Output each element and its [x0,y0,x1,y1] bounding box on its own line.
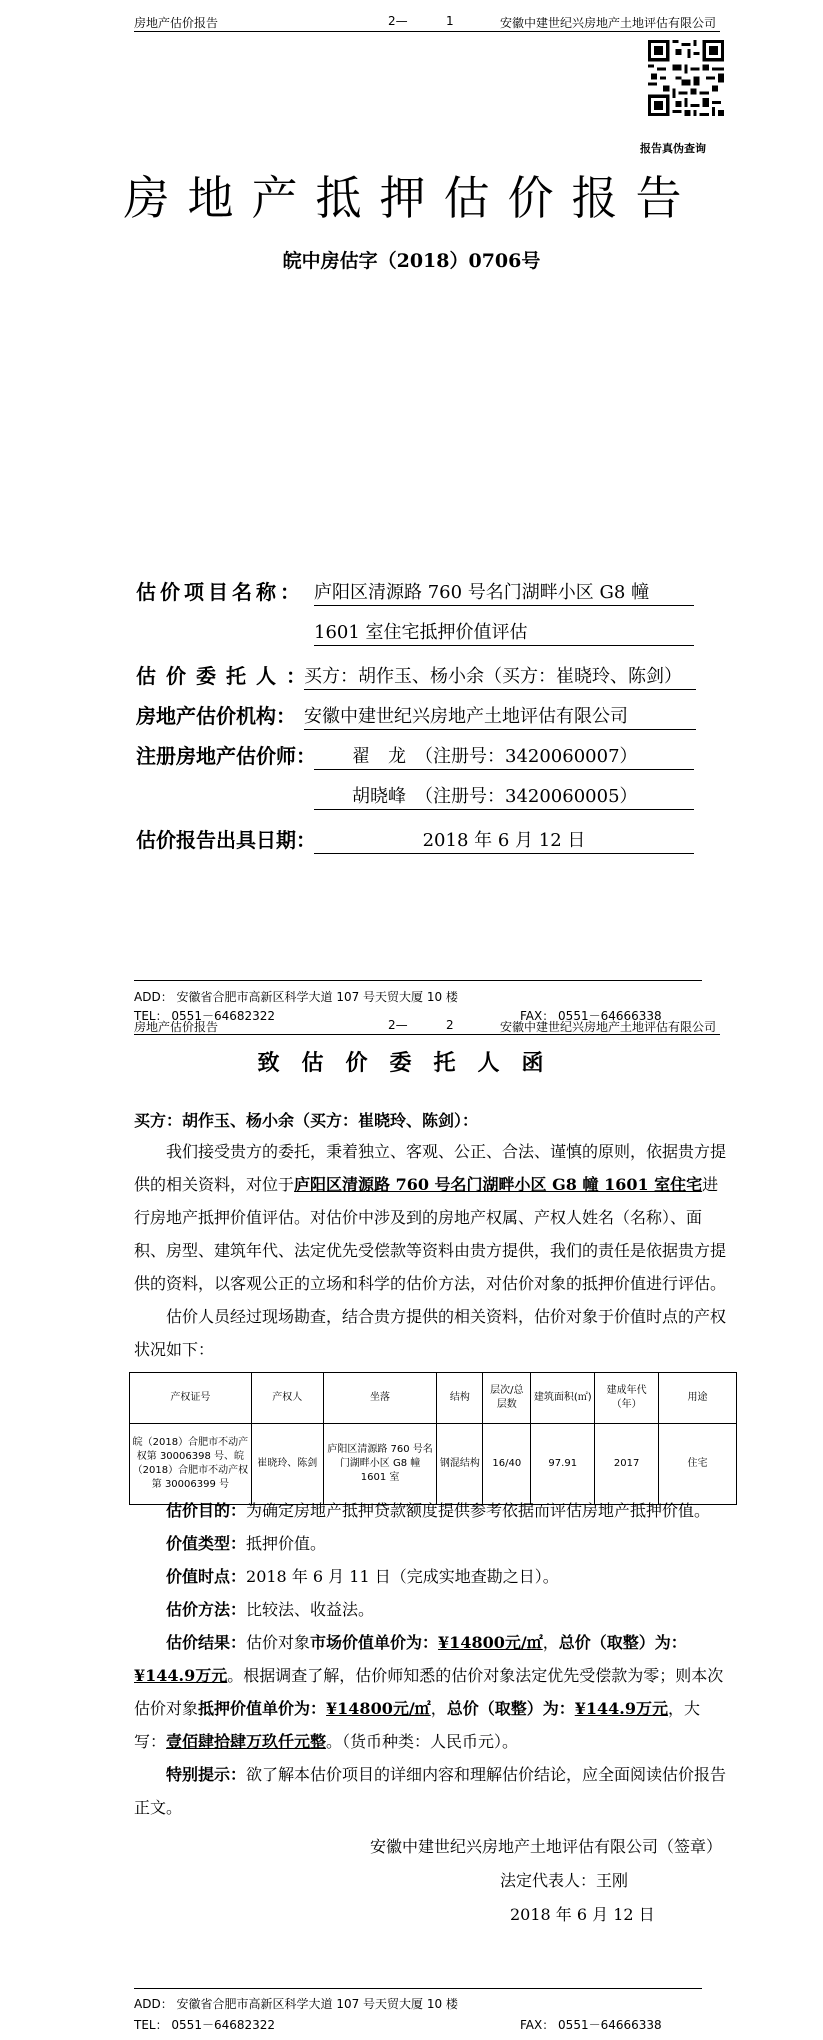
purpose-value: 为确定房地产抵押贷款额度提供参考依据而评估房地产抵押价值。 [246,1501,711,1520]
value-time-value: 2018 年 6 月 11 日（完成实地查勘之日）。 [246,1567,559,1586]
report-title: 房地产抵押估价报告 [123,171,700,225]
table-header-row [130,1373,737,1424]
result-text-5: 。根据调查了解，估价师知悉的估价对象法定优先受偿款为零；则本次估价对象 [134,1666,724,1718]
value-type-value: 抵押价值。 [246,1534,327,1553]
client-label: 估价委托人： [136,664,316,688]
table-cell-area: 97.91 [531,1424,595,1505]
mortgage-unit-label: 抵押价值单价为： [198,1699,327,1718]
page1-header-right: 安徽中建世纪兴房地产土地评估有限公司 [500,16,717,30]
purpose-paragraph [134,1494,730,1527]
page2-header-right: 安徽中建世纪兴房地产土地评估有限公司 [500,1020,717,1034]
appraiser-2: 胡晓峰 （注册号：3420060005） [314,782,694,810]
table-header-cell: 层次/总层数 [483,1373,531,1424]
mortgage-total-label: 总价（取整）为： [446,1699,575,1718]
result-text-9: ，大写： [134,1699,700,1751]
page2-header-rule [134,1034,720,1035]
qr-code-icon[interactable] [648,40,724,116]
page1-footer-tel: TEL： 0551－64682322 [134,1009,276,1023]
table-header-cell: 建成年代（年） [595,1373,659,1424]
table-row [130,1424,737,1505]
result-text-1: 估价对象 [246,1633,311,1652]
signature-company: 安徽中建世纪兴房地产土地评估有限公司（签章） [370,1837,723,1856]
table-cell-usage: 住宅 [659,1424,737,1505]
special-note-label: 特别提示： [166,1765,247,1784]
result-text-3: ， [542,1633,559,1652]
para1-part-a: 我们接受贵方的委托，秉着独立、客观、公正、合法、谨慎的原则，依据贵方提供的相关资料，对位于 [134,1142,727,1194]
value-type-label: 价值类型： [166,1534,247,1553]
signature-date: 2018 年 6 月 12 日 [510,1905,655,1924]
agency-label: 房地产估价机构： [136,704,296,728]
salutation: 买方：胡作玉、杨小余（买方：崔晓玲、陈剑）： [134,1111,479,1130]
page1-header-rule [134,31,720,32]
property-table [129,1372,737,1505]
result-text-7: ， [430,1699,447,1718]
page1-page-number: 1 [446,14,454,28]
page2-header-left: 房地产估价报告 [134,1020,219,1034]
table-cell-owner: 崔晓玲、陈剑 [251,1424,323,1505]
property-address: 庐阳区清源路 760 号名门湖畔小区 G8 幢 1601 室住宅 [294,1175,703,1194]
page1-header-left: 房地产估价报告 [134,16,219,30]
appraiser-1: 翟 龙 （注册号：3420060007） [314,742,694,770]
page2-page-prefix: 2— [388,1018,408,1032]
result-label: 估价结果： [166,1633,247,1652]
letter-title: 致估价委托人函 [257,1050,566,1076]
mortgage-total-price: ¥144.9万元 [574,1699,668,1718]
table-header-cell: 产权证号 [130,1373,252,1424]
mortgage-unit-price: ¥14800元/㎡ [326,1699,431,1718]
value-time-paragraph [134,1560,730,1593]
issue-date-value: 2018 年 6 月 12 日 [314,826,694,854]
page2-page-number: 2 [446,1018,454,1032]
table-header-cell: 用途 [659,1373,737,1424]
qr-caption: 报告真伪查询 [640,142,706,155]
project-name-line2: 1601 室住宅抵押价值评估 [314,618,694,646]
page1-footer-address: ADD： 安徽省合肥市高新区科学大道 107 号天贸大厦 10 楼 [134,990,458,1004]
table-header-cell: 结构 [437,1373,483,1424]
para2-text: 估价人员经过现场勘查，结合贵方提供的相关资料，估价对象于价值时点的产权状况如下： [134,1307,727,1359]
result-paragraph [134,1626,730,1758]
table-header-cell: 产权人 [251,1373,323,1424]
intro-paragraph [134,1135,730,1300]
method-paragraph [134,1593,730,1626]
table-cell-location: 庐阳区清源路 760 号名门湖畔小区 G8 幢 1601 室 [323,1424,437,1505]
special-note-paragraph [134,1758,730,1824]
page2-footer-fax: FAX： 0551－64666338 [520,2018,662,2032]
issue-date-label: 估价报告出具日期： [136,828,316,852]
page2-footer-rule [134,1988,702,1989]
status-paragraph [134,1300,730,1366]
table-header-cell: 建筑面积(㎡) [531,1373,595,1424]
appraiser-label: 注册房地产估价师： [136,744,316,768]
table-cell-floor: 16/40 [483,1424,531,1505]
client-value: 买方：胡作玉、杨小余（买方：崔晓玲、陈剑） [304,662,696,690]
report-number: 皖中房估字（2018）0706号 [282,250,541,272]
table-cell-certificate: 皖（2018）合肥市不动产权第 30006398 号、皖（2018）合肥市不动产权第 30006399 号 [130,1424,252,1505]
purpose-label: 估价目的： [166,1501,247,1520]
value-type-paragraph [134,1527,730,1560]
market-unit-label: 市场价值单价为： [310,1633,439,1652]
table-header-cell: 坐落 [323,1373,437,1424]
para1-part-c: 进行房地产抵押价值评估。对估价中涉及到的房地产权属、产权人姓名（名称）、面积、房型、建筑年代、法定优先受偿款等资料由贵方提供，我们的责任是依据贵方提供的资料，以客观公正的立场和科学的估价方法，对估价对象的抵押价值进行评估。 [134,1175,727,1293]
method-value: 比较法、收益法。 [246,1600,375,1619]
table-cell-structure: 钢混结构 [437,1424,483,1505]
agency-value: 安徽中建世纪兴房地产土地评估有限公司 [304,702,696,730]
market-total-price: ¥144.9万元 [134,1666,228,1685]
result-text-10: 。（货币种类：人民币元）。 [326,1732,519,1751]
page1-footer-rule [134,980,702,981]
signature-legal-rep: 法定代表人：王刚 [500,1871,629,1890]
page1-footer-fax: FAX： 0551－64666338 [520,1009,662,1023]
market-total-label: 总价（取整）为： [558,1633,687,1652]
page2-footer-tel: TEL： 0551－64682322 [134,2018,276,2032]
mortgage-total-uppercase: 壹佰肆拾肆万玖仟元整 [166,1732,327,1751]
page2-footer-address: ADD： 安徽省合肥市高新区科学大道 107 号天贸大厦 10 楼 [134,1997,458,2011]
project-name-line1: 庐阳区清源路 760 号名门湖畔小区 G8 幢 [314,578,694,606]
value-time-label: 价值时点： [166,1567,247,1586]
market-unit-price: ¥14800元/㎡ [438,1633,543,1652]
method-label: 估价方法： [166,1600,247,1619]
special-note-value: 欲了解本估价项目的详细内容和理解估价结论，应全面阅读估价报告正文。 [134,1765,727,1817]
project-name-label: 估价项目名称： [136,580,304,604]
page1-page-prefix: 2— [388,14,408,28]
table-cell-year: 2017 [595,1424,659,1505]
